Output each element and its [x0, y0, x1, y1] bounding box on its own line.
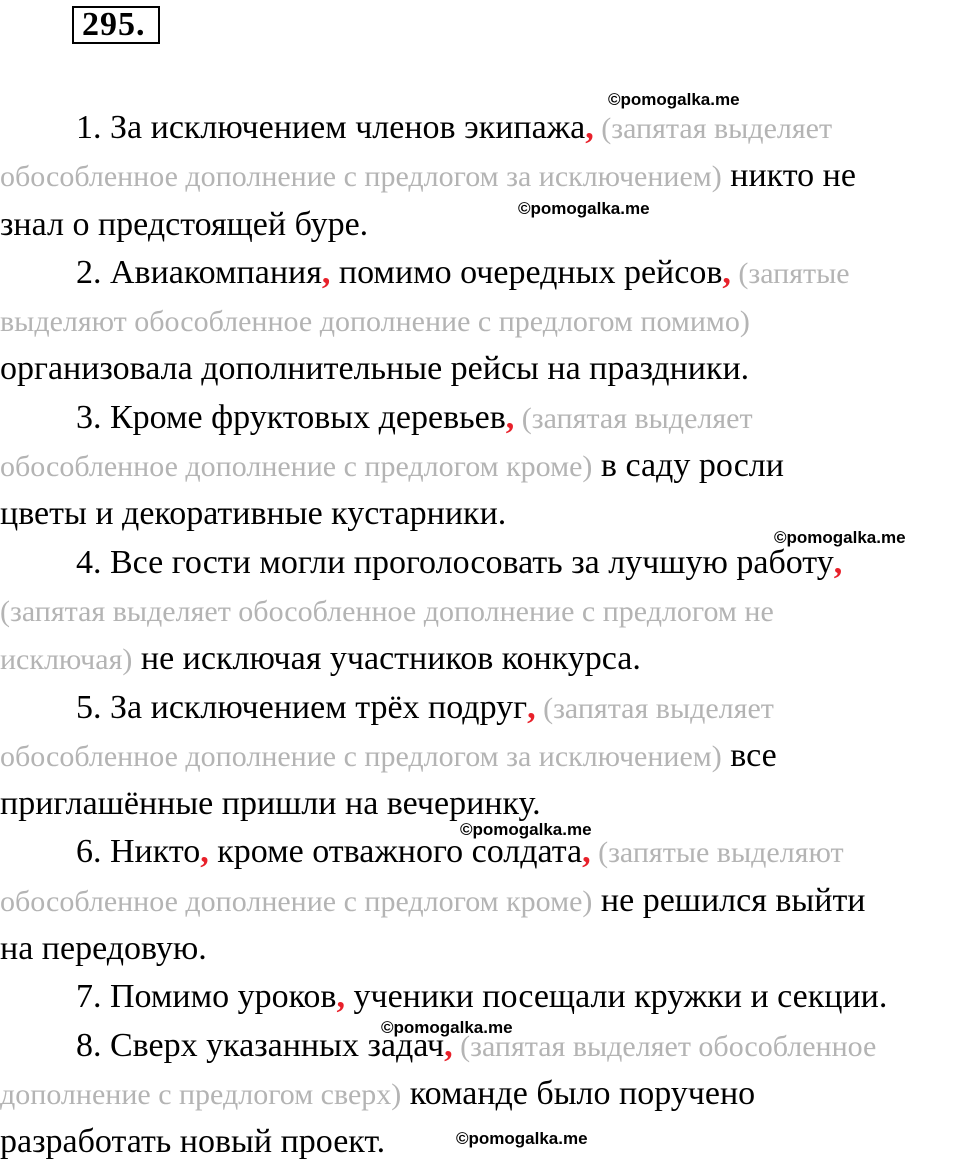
comma-mark: , [582, 833, 591, 871]
text-line [0, 587, 960, 635]
text-line [0, 635, 960, 683]
text-line [0, 877, 960, 925]
sentence-text: команде было поручено [401, 1074, 756, 1112]
watermark: ©pomogalka.me [381, 1018, 513, 1037]
sentence-text: 5. За исключением трёх подруг [76, 688, 528, 726]
comment-text: (запятая выделяет [593, 112, 833, 145]
text-line [0, 249, 960, 297]
comma-mark: , [505, 398, 515, 436]
sentence-text: ученики посещали кружки и секции. [344, 978, 888, 1016]
sentence-text: 7. Помимо уроков [76, 978, 337, 1016]
sentence-text: 1. За исключением членов экипажа [76, 109, 586, 146]
sentence-text: разработать новый проект. [0, 1123, 386, 1161]
sentence-text: в саду росли [592, 447, 784, 485]
text-line [0, 1070, 960, 1118]
text-line [0, 394, 960, 442]
sentence-text: не решился выйти [592, 881, 866, 919]
sentence-text: кроме отважного солдата [208, 833, 583, 871]
comment-text: выделяют обособленное дополнение с предлогом помимо) [0, 305, 750, 339]
sentence-text: на передовую. [0, 930, 207, 968]
sentence-text: 2. Авиакомпания [76, 253, 322, 291]
sentence-text: 6. Никто [76, 833, 201, 871]
comment-text: исключая) [0, 643, 133, 677]
comment-text: дополнение с предлогом сверх) [0, 1077, 402, 1111]
text-line [0, 345, 960, 393]
watermark: ©pomogalka.me [518, 199, 650, 218]
comma-mark: , [833, 543, 843, 581]
sentence-text: цветы и декоративные кустарники. [0, 495, 507, 533]
text-line [0, 152, 960, 200]
sentence-text: 8. Сверх указанных задач [76, 1026, 445, 1064]
sentence-text: организовала дополнительные рейсы на праздники. [0, 350, 750, 388]
comment-text: (запятая выделяет обособленное [452, 1029, 877, 1063]
watermark: ©pomogalka.me [460, 820, 592, 839]
sentence-text: все [721, 736, 777, 774]
text-line [0, 201, 960, 249]
comma-mark: , [585, 109, 594, 146]
sentence-text: 3. Кроме фруктовых деревьев [76, 398, 506, 436]
comma-mark: , [722, 253, 731, 291]
comma-mark: , [444, 1026, 453, 1064]
sentence-text: знал о предстоящей буре. [0, 205, 369, 243]
watermark: ©pomogalka.me [608, 90, 740, 109]
comment-text: (запятая выделяет [514, 401, 753, 435]
comma-mark: , [527, 688, 536, 726]
text-line [0, 297, 960, 345]
exercise-text [0, 104, 960, 1167]
sentence-text: помимо очередных рейсов [330, 253, 723, 291]
comment-text: (запятая выделяет обособленное дополнение с предлогом не [0, 594, 774, 628]
text-line [0, 973, 960, 1021]
comment-text: обособленное дополнение с предлогом кроме) [0, 450, 593, 484]
sentence-text: 4. Все гости могли проголосовать за лучшую работу [76, 543, 834, 581]
watermark: ©pomogalka.me [456, 1129, 588, 1148]
sentence-text: не исключая участников конкурса. [132, 640, 641, 678]
text-line [0, 925, 960, 973]
comment-text: (запятые [730, 256, 850, 290]
comment-text: обособленное дополнение с предлогом за исключением) [0, 739, 722, 773]
comma-mark: , [321, 253, 331, 291]
sentence-text: приглашённые пришли на вечеринку. [0, 785, 541, 823]
comma-mark: , [336, 978, 345, 1016]
comma-mark: , [200, 833, 209, 871]
exercise-number: 295. [72, 6, 160, 44]
text-line [0, 732, 960, 780]
comment-text: (запятые выделяют [590, 836, 844, 870]
text-line [0, 442, 960, 490]
comment-text: обособленное дополнение с предлогом за исключением) [0, 160, 722, 194]
watermark: ©pomogalka.me [774, 528, 906, 547]
text-line [0, 104, 960, 152]
sentence-text: никто не [721, 157, 856, 195]
comment-text: (запятая выделяет [535, 691, 774, 725]
comment-text: обособленное дополнение с предлогом кроме) [0, 884, 593, 918]
text-line [0, 684, 960, 732]
